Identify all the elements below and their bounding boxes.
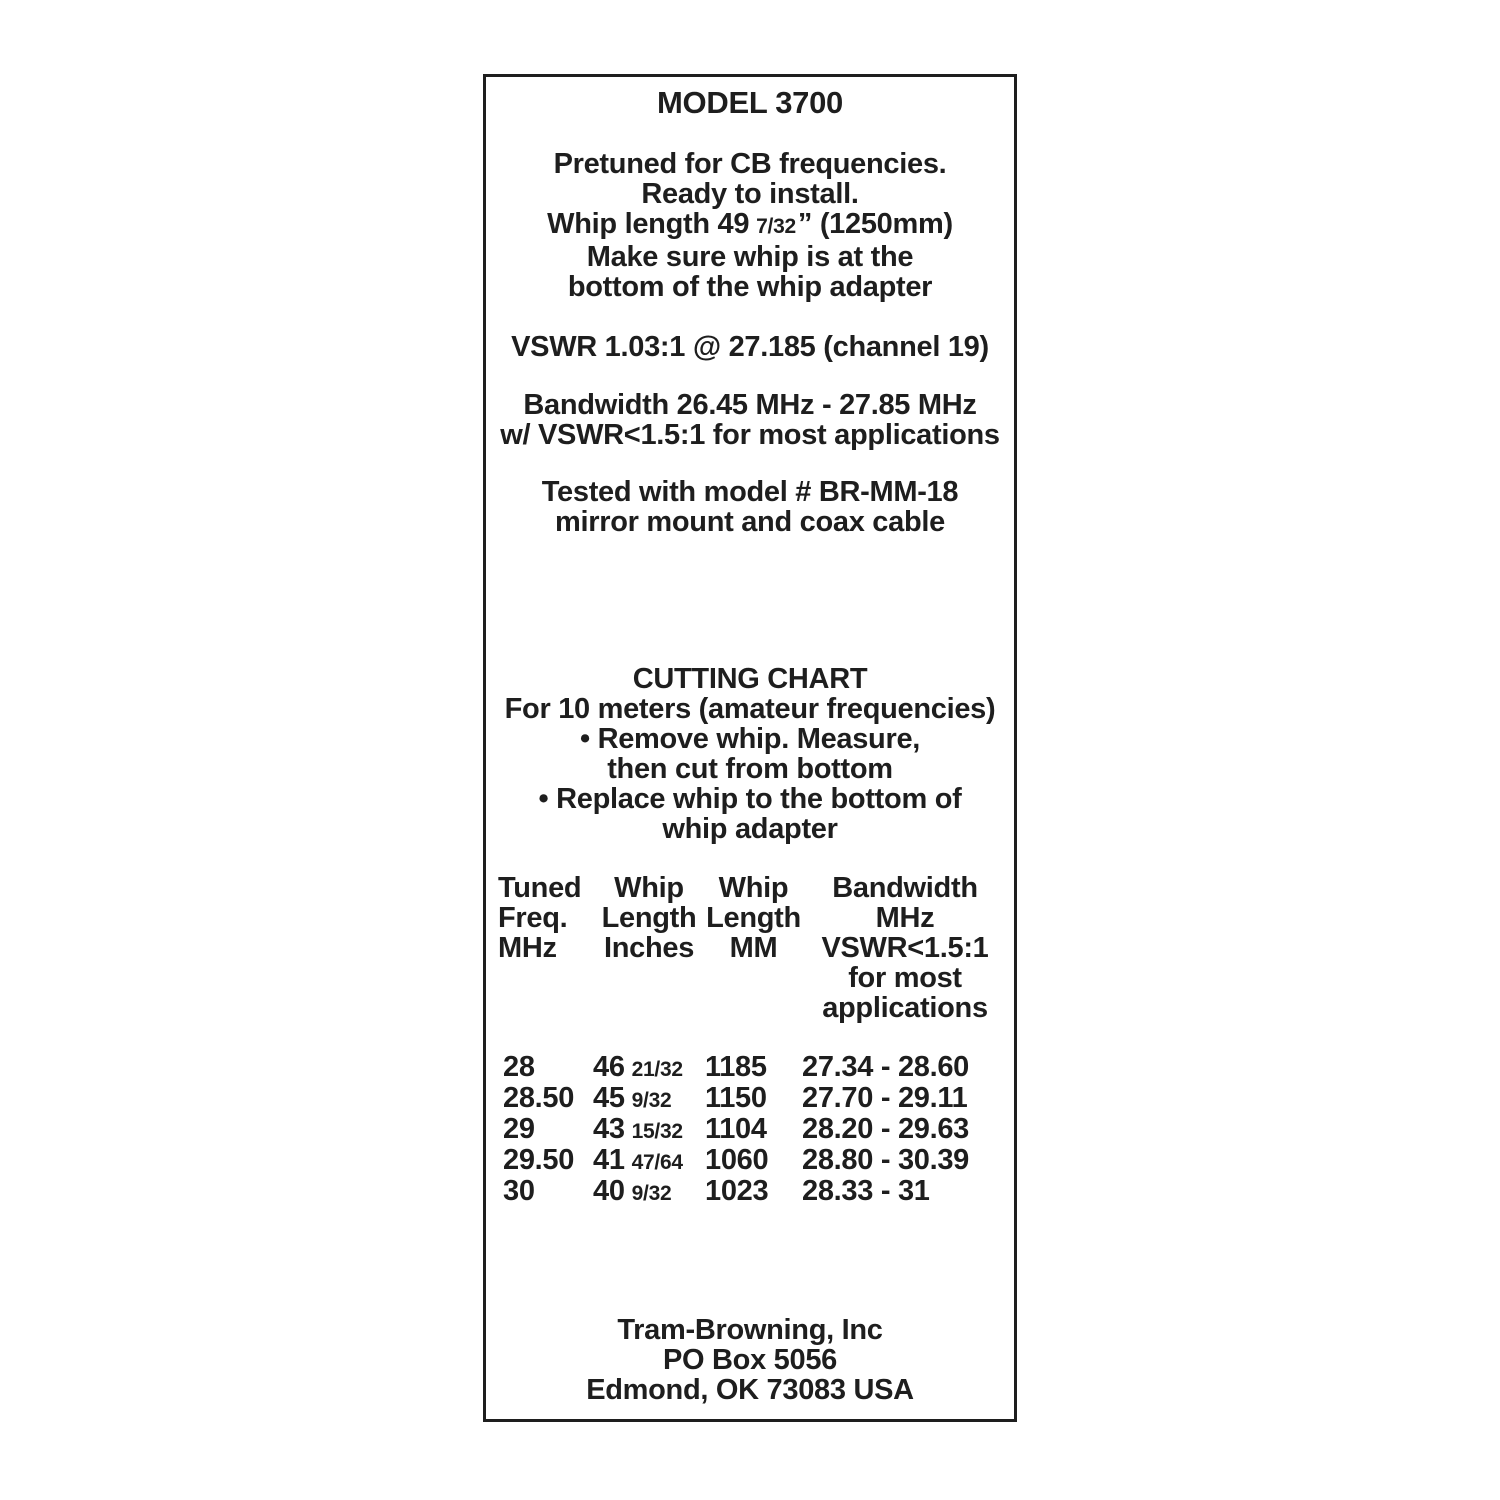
header-tuned-freq: Tuned Freq. MHz: [498, 872, 582, 964]
inches-fraction: 15/32: [631, 1120, 683, 1143]
cell-whip-inches: 46 21/32: [593, 1051, 683, 1083]
intro-line-whip-length: Whip length 49 7/32” (1250mm): [547, 208, 953, 240]
bandwidth-section: [486, 390, 1014, 450]
whip-length-fraction: 7/32: [756, 215, 796, 238]
table-row: [498, 1084, 1008, 1115]
cutting-chart-title: CUTTING CHART: [632, 663, 868, 695]
table-body: [498, 1053, 1008, 1208]
manufacturer-name: Tram-Browning, Inc: [617, 1314, 883, 1346]
cell-whip-mm: 1104: [705, 1113, 767, 1145]
intro-line: Ready to install.: [641, 178, 859, 210]
cell-bandwidth: 28.80 - 30.39: [802, 1144, 970, 1176]
cell-tuned-freq: 30: [503, 1175, 535, 1207]
header-whip-length-mm: Whip Length MM: [706, 872, 801, 964]
cell-whip-mm: 1060: [705, 1144, 769, 1176]
table-row: [498, 1115, 1008, 1146]
table-row: [498, 1053, 1008, 1084]
cutting-chart-bullet-cont: then cut from bottom: [607, 753, 893, 785]
cell-tuned-freq: 29: [503, 1113, 535, 1145]
header-bandwidth: Bandwidth MHz VSWR<1.5:1 for most applications: [821, 872, 989, 1024]
manufacturer-address: [486, 1315, 1014, 1405]
tested-section: [486, 477, 1014, 537]
tested-line: Tested with model # BR-MM-18: [541, 476, 959, 508]
bandwidth-line: Bandwidth 26.45 MHz - 27.85 MHz: [523, 389, 977, 421]
cell-bandwidth: 28.20 - 29.63: [802, 1113, 970, 1145]
cell-bandwidth: 27.34 - 28.60: [802, 1051, 970, 1083]
header-whip-length-inches: Whip Length Inches: [601, 872, 697, 964]
cell-whip-inches: 41 47/64: [593, 1144, 683, 1176]
vswr-line: VSWR 1.03:1 @ 27.185 (channel 19): [511, 331, 989, 363]
cutting-chart-bullet: • Replace whip to the bottom of: [538, 783, 962, 815]
inches-fraction: 9/32: [631, 1089, 672, 1112]
cell-whip-inches: 45 9/32: [593, 1082, 672, 1114]
intro-line: bottom of the whip adapter: [567, 271, 933, 303]
inches-fraction: 9/32: [631, 1182, 672, 1205]
cell-whip-inches: 43 15/32: [593, 1113, 683, 1145]
cell-tuned-freq: 29.50: [503, 1144, 575, 1176]
cell-bandwidth: 27.70 - 29.11: [802, 1082, 968, 1114]
cutting-chart-section: [486, 664, 1014, 844]
cell-whip-mm: 1150: [705, 1082, 767, 1114]
intro-section: [486, 149, 1014, 302]
bandwidth-line: w/ VSWR<1.5:1 for most applications: [500, 419, 1000, 451]
inches-fraction: 21/32: [631, 1058, 683, 1081]
intro-line: Pretuned for CB frequencies.: [553, 148, 947, 180]
cell-bandwidth: 28.33 - 31: [802, 1175, 930, 1207]
cell-whip-inches: 40 9/32: [593, 1175, 672, 1207]
cell-tuned-freq: 28.50: [503, 1082, 575, 1114]
cell-whip-mm: 1185: [705, 1051, 767, 1083]
inches-fraction: 47/64: [631, 1151, 683, 1174]
cutting-chart-table: [486, 873, 1014, 1208]
intro-line: Make sure whip is at the: [586, 241, 914, 273]
table-row: [498, 1146, 1008, 1177]
model-title: MODEL 3700: [657, 85, 843, 120]
cell-tuned-freq: 28: [503, 1051, 535, 1083]
cutting-chart-bullet-cont: whip adapter: [662, 813, 838, 845]
table-row: [498, 1177, 1008, 1208]
cutting-chart-bullet: • Remove whip. Measure,: [579, 723, 921, 755]
cutting-chart-subtitle: For 10 meters (amateur frequencies): [504, 693, 996, 725]
manufacturer-city: Edmond, OK 73083 USA: [586, 1374, 914, 1406]
manufacturer-po-box: PO Box 5056: [662, 1344, 837, 1376]
tested-line: mirror mount and coax cable: [555, 506, 945, 538]
antenna-label: [483, 74, 1017, 1422]
cell-whip-mm: 1023: [705, 1175, 769, 1207]
table-header: [498, 873, 1008, 1023]
